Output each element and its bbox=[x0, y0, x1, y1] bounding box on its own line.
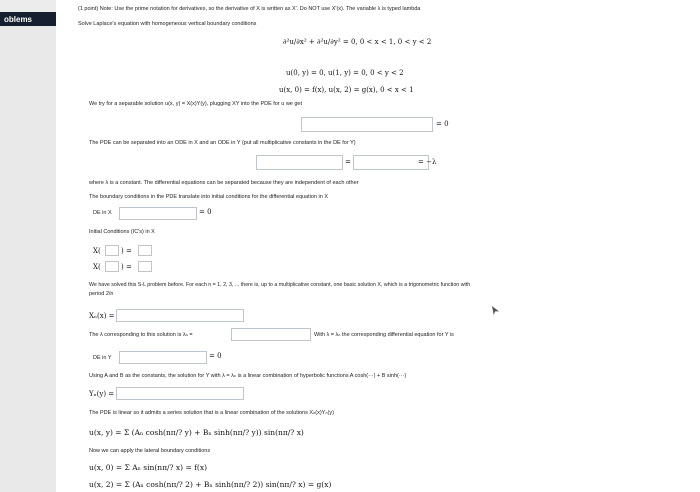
apply-text: Now we can apply the lateral boundary conditions bbox=[89, 448, 211, 454]
yn-input[interactable] bbox=[116, 387, 244, 400]
x-ic-1-label: X( bbox=[93, 247, 101, 255]
xn-label: Xₙ(x) = bbox=[89, 312, 115, 320]
separated-text: The PDE can be separated into an ODE in X and an ODE in Y (put all multiplicative constants in the DE for Y) bbox=[89, 140, 356, 146]
sl-text: We have solved this S-L problem before. For each n = 1, 2, 3, ... there is, up to a multiplicative constant, one basic solution X, which is a trigonometric function with bbox=[89, 282, 471, 288]
de-in-y-input[interactable] bbox=[119, 351, 207, 364]
problem-content bbox=[56, 0, 700, 492]
ic-1-equals: ) = bbox=[121, 247, 132, 255]
de-in-y-label: DE in Y bbox=[93, 355, 112, 361]
boundary-translate-text: The boundary conditions in the PDE translate into initial conditions for the differential equation in X bbox=[89, 194, 328, 200]
separable-text: We try for a separable solution u(x, y) = X(x)Y(y), plugging XY into the PDE for u we get bbox=[89, 101, 303, 107]
ode-x-input[interactable] bbox=[256, 155, 343, 170]
de-x-equals-zero: = 0 bbox=[199, 208, 212, 216]
sidebar-tab-label: oblems bbox=[4, 15, 33, 24]
ic-2-value-input[interactable] bbox=[138, 261, 152, 272]
problem-intro: (1 point) Note: Use the prime notation for derivatives, so the derivative of X is written as X'. Do NOT use X'(x). The variable λ is typed lambda bbox=[78, 6, 421, 12]
sidebar-tab-problems[interactable] bbox=[0, 12, 56, 26]
ic-1-point-input[interactable] bbox=[105, 245, 119, 256]
series-solution: u(x, y) = Σ (Aₙ cosh(nπ/? y) + Bₙ sinh(nπ/? y)) sin(nπ/? x) bbox=[89, 428, 304, 437]
pde-xy-input[interactable] bbox=[301, 117, 433, 132]
hyperbolic-text: Using A and B as the constants, the solution for Y with λ = λₙ is a linear combination of hyperbolic functions A cosh(···) + B sinh(···) bbox=[89, 373, 407, 379]
equals-sign: = bbox=[345, 158, 351, 166]
xn-input[interactable] bbox=[116, 309, 244, 322]
boundary-condition-1: u(0, y) = 0, u(1, y) = 0, 0 < y < 2 bbox=[286, 69, 404, 77]
yn-label: Yₙ(y) = bbox=[89, 390, 115, 398]
boundary-condition-2: u(x, 0) = f(x), u(x, 2) = g(x), 0 < x < 1 bbox=[279, 86, 414, 94]
solve-line: Solve Laplace's equation with homogeneous vertical boundary conditions bbox=[78, 21, 257, 27]
linear-text: The PDE is linear so it admits a series solution that is a linear combination of the solutions Xₙ(x)Yₙ(y) bbox=[89, 410, 334, 416]
de-in-x-label: DE in X bbox=[93, 210, 112, 216]
laplace-pde: ∂²u/∂x² + ∂²u/∂y² = 0, 0 < x < 1, 0 < y < 2 bbox=[283, 38, 432, 46]
period-text: period 2/n bbox=[89, 291, 114, 297]
bc-apply-2: u(x, 2) = Σ (Aₙ cosh(nπ/? 2) + Bₙ sinh(nπ/? 2)) sin(nπ/? x) = g(x) bbox=[89, 480, 332, 489]
ic-2-point-input[interactable] bbox=[105, 261, 119, 272]
ic-2-equals: ) = bbox=[121, 263, 132, 271]
ic-1-value-input[interactable] bbox=[138, 245, 152, 256]
de-y-equals-zero: = 0 bbox=[209, 352, 222, 360]
x-ic-2-label: X( bbox=[93, 263, 101, 271]
initial-conditions-label: Initial Conditions (IC's) in X bbox=[89, 229, 155, 235]
bc-apply-1: u(x, 0) = Σ Aₙ sin(nπ/? x) = f(x) bbox=[89, 463, 207, 472]
constant-text: where λ is a constant. The differential equations can be separated because they are independent of each other bbox=[89, 180, 359, 186]
equals-minus-lambda: = −λ bbox=[418, 158, 437, 166]
lambda-text: The λ corresponding to this solution is λₙ = bbox=[89, 332, 193, 338]
de-in-x-input[interactable] bbox=[119, 207, 197, 220]
lambda-n-input[interactable] bbox=[231, 328, 311, 341]
with-lambda-text: With λ = λₙ the corresponding differential equation for Y is bbox=[314, 332, 454, 338]
equals-zero-label: = 0 bbox=[436, 120, 449, 128]
